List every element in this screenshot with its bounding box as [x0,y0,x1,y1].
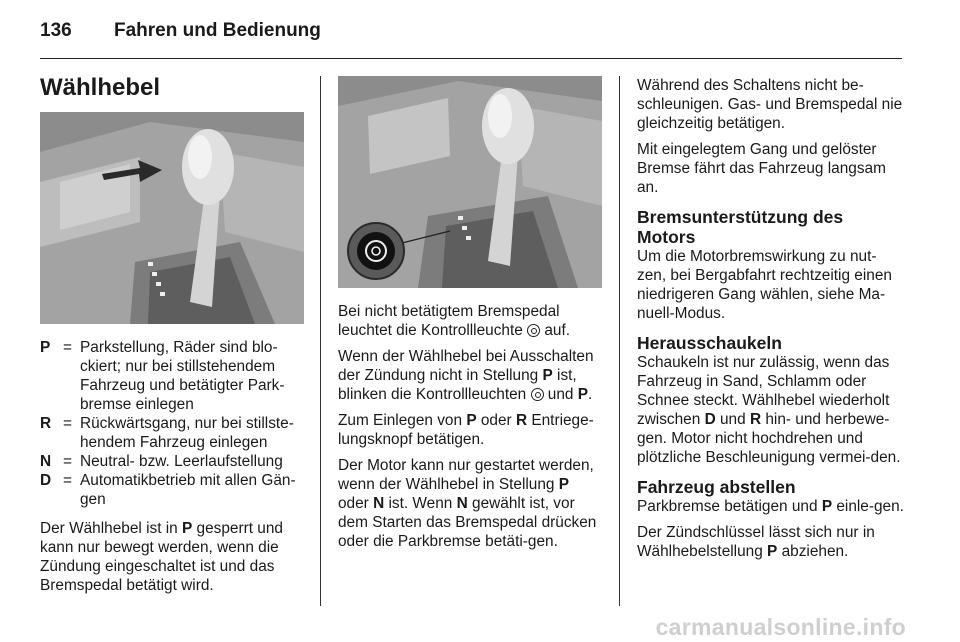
gear-n: N [456,495,468,512]
legend-row-p [40,338,305,414]
text: Der Wählhebel ist in [40,520,182,537]
text: gewählt ist, vor dem Starten das Bremspedal drücken oder die Parkbremse betäti-gen. [338,495,597,550]
text: oder [476,412,516,429]
column-2 [338,76,604,558]
text: Zum Einlegen von [338,412,467,429]
gear-p: P [542,367,553,384]
text: ist. Wenn [384,495,457,512]
legend-key: P [40,339,51,356]
heading-parking: Fahrzeug abstellen [637,477,796,497]
text: ist, blinken die Kontrollleuchten [338,367,577,403]
column-divider-2 [619,76,620,606]
legend-text: Automatikbetrieb mit allen Gän-gen [80,472,296,508]
brake-pedal-indicator-icon [531,388,544,401]
page-header [40,20,321,42]
brake-pedal-indicator-icon [527,324,540,337]
legend-text: Parkstellung, Räder sind blo-ckiert; nur bei stillstehendem Fahrzeug und betätigter Park-bremse einlegen [80,339,285,413]
legend-text: Neutral- bzw. Leerlaufstellung [80,453,283,470]
legend-text: Rückwärtsgang, nur bei stillste-hendem Fahrzeug einlegen [80,415,294,451]
gear-lever-image [40,112,304,324]
text: . [588,386,593,403]
text: und [715,411,750,428]
legend-sep: = [63,339,72,356]
paragraph-engine-brake: Um die Motorbremswirkung zu nut-zen, bei Bergabfahrt rechtzeitig einen niedrigeren Gang wählen, siehe Ma-nuell-Modus. [637,248,892,322]
gear-p: P [558,476,570,493]
text: auf. [540,322,571,339]
paragraph-locked [40,519,305,595]
gear-p: P [577,386,589,403]
text: abziehen. [777,543,849,560]
heading-rocking: Herausschaukeln [637,333,782,353]
text: einle-gen. [832,498,904,515]
paragraph-creep: Mit eingelegtem Gang und gelöster Bremse fährt das Fahrzeug langsam an. [637,141,886,196]
text: Der Zündschlüssel lässt sich nur in Wählhebelstellung [637,524,875,560]
selector-closeup-illustration [338,76,602,288]
text: und [543,386,578,403]
gear-selector-illustration [40,112,304,324]
text: Parkbremse betätigen und [637,498,822,515]
column-1 [40,74,305,602]
paragraph-engine-start [338,456,604,551]
legend-sep: = [63,472,72,489]
text: Schaukeln ist nur zulässig, wenn das Fahrzeug in Sand, Schlamm oder Schnee steckt. Wählhebel wiederholt zwischen [637,354,890,428]
legend-key: D [40,472,52,489]
text: Wenn der Wählhebel bei Ausschalten der Zündung nicht in Stellung [338,348,594,384]
chapter-title: Fahren und Bedienung [114,20,321,41]
text: gesperrt und kann nur bewegt werden, wenn die Zündung eingeschaltet ist und das Bremspedal betätigt wird. [40,520,283,594]
text: oder [338,495,374,512]
legend-sep: = [63,415,72,432]
gear-p: P [821,498,833,515]
paragraph-shifting: Während des Schaltens nicht be-schleunigen. Gas- und Bremspedal nie gleichzeitig betätigen. [637,77,903,132]
legend-row-r [40,414,305,452]
gear-r: R [515,412,528,429]
paragraph-ignition [338,347,604,404]
gear-n: N [373,495,385,512]
heading-engine-brake: Bremsunterstützung des Motors [637,207,844,247]
legend-row-n [40,452,305,471]
text: hin- und herbewe-gen. Motor nicht hochdrehen und plötzliche Beschleunigung vermei-den. [637,411,901,466]
selector-indicator-image [338,76,602,288]
paragraph-indicator [338,302,604,340]
gear-legend [40,338,305,509]
paragraph-parking [637,497,905,516]
text: Der Motor kann nur gestartet werden, wenn der Wählhebel in Stellung [338,457,594,493]
legend-key: R [40,415,52,432]
page-number: 136 [40,20,72,41]
legend-row-d [40,471,305,509]
column-3 [637,76,905,568]
paragraph-key [637,523,905,561]
gear-p: P [466,412,477,429]
paragraph-release-button [338,411,604,449]
column-divider-1 [320,76,321,606]
legend-key: N [40,453,52,470]
paragraph-rocking [637,353,905,467]
header-rule [40,58,902,59]
gear-p: P [182,520,193,537]
watermark: carmanualsonline.info [655,614,906,640]
section-heading-waehlhebel: Wählhebel [40,74,161,101]
gear-d: D [704,411,716,428]
text: Entriege-lungsknopf betätigen. [338,412,594,448]
legend-sep: = [63,453,72,470]
text: Bei nicht betätigtem Bremspedal leuchtet die Kontrollleuchte [338,303,560,339]
gear-p: P [767,543,778,560]
gear-r: R [749,411,762,428]
